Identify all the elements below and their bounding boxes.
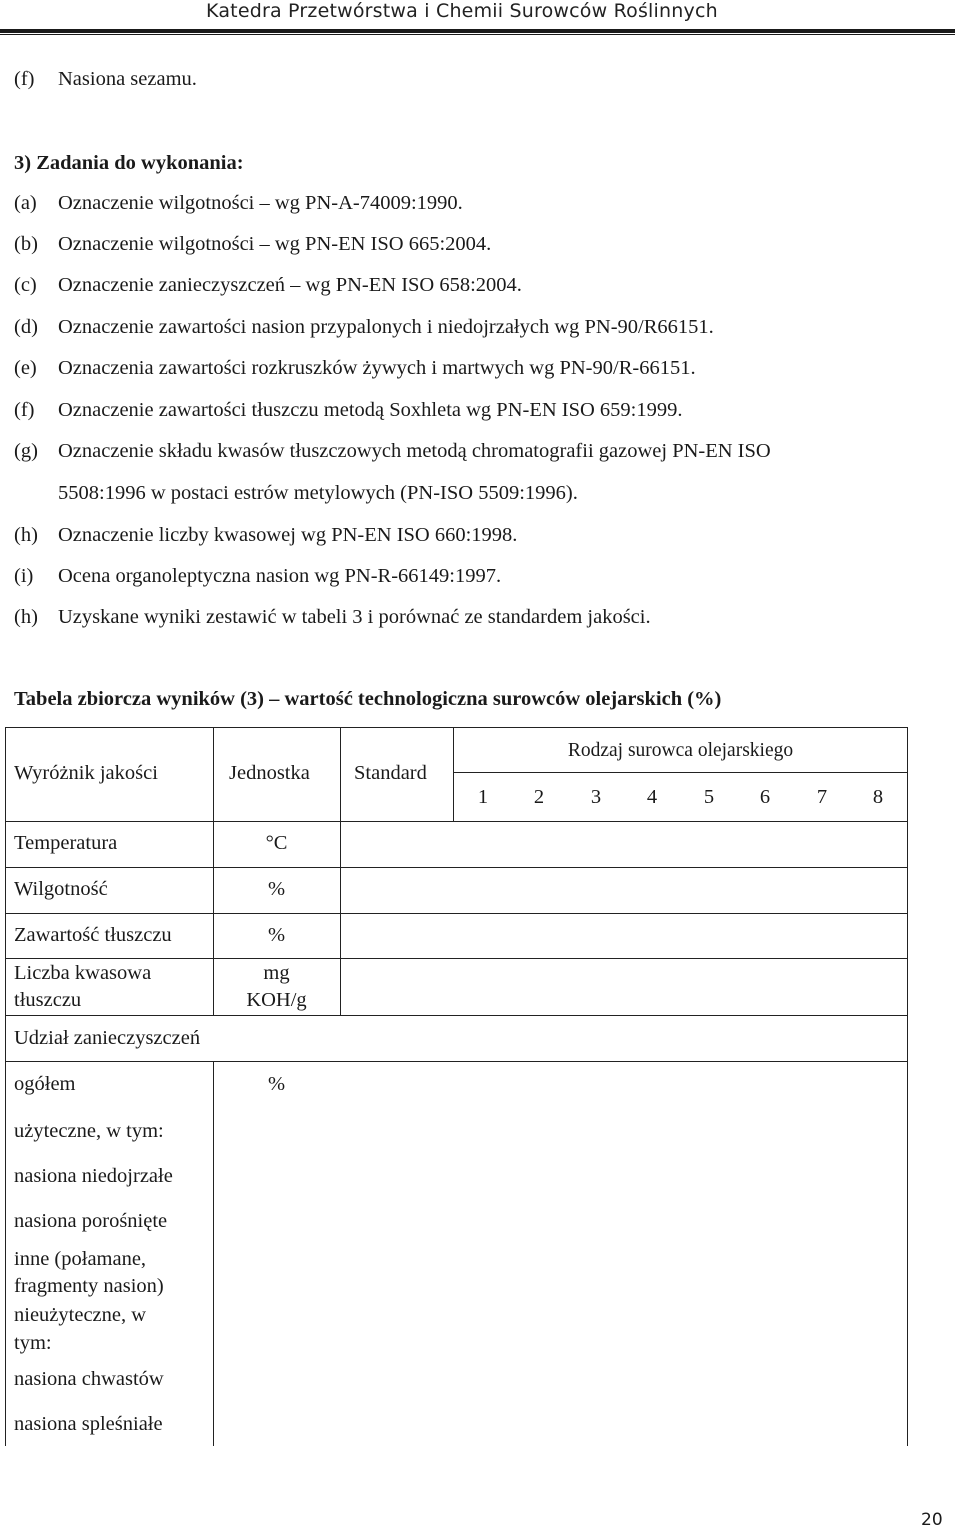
table-rule xyxy=(5,1015,908,1016)
header-number: 8 xyxy=(872,786,884,808)
row-name-cont: tłuszczu xyxy=(14,989,82,1011)
page-number: 20 xyxy=(921,1510,943,1530)
header-number: 6 xyxy=(759,786,771,808)
table-rule xyxy=(453,772,908,773)
row-name: nasiona spleśniałe xyxy=(14,1413,163,1435)
page-header-title: Katedra Przetwórstwa i Chemii Surowców Roślinnych xyxy=(206,0,718,22)
task-item xyxy=(14,192,463,215)
task-item xyxy=(14,274,522,297)
table-rule xyxy=(213,1061,214,1446)
task-item xyxy=(14,524,517,547)
row-name-cont: fragmenty nasion) xyxy=(14,1275,164,1297)
table-rule xyxy=(5,1061,908,1062)
row-name: Temperatura xyxy=(14,832,118,854)
task-text: Oznaczenie zawartości tłuszczu metodą Soxhleta wg PN-EN ISO 659:1999. xyxy=(58,399,683,421)
task-text: Oznaczenie wilgotności – wg PN-A-74009:1990. xyxy=(58,192,463,214)
header-group-raw-material: Rodzaj surowca olejarskiego xyxy=(567,740,794,761)
task-text: Oznaczenia zawartości rozkruszków żywych i martwych wg PN-90/R-66151. xyxy=(58,357,696,379)
header-number: 2 xyxy=(533,786,545,808)
item-label: (f) xyxy=(14,68,35,90)
row-name-cont: tym: xyxy=(14,1332,52,1354)
task-item xyxy=(14,399,683,422)
row-name: nasiona chwastów xyxy=(14,1368,164,1390)
header-col-unit: Jednostka xyxy=(229,762,310,784)
header-col-quality: Wyróżnik jakości xyxy=(14,762,158,784)
table-rule xyxy=(5,958,908,959)
row-name: Udział zanieczyszczeń xyxy=(14,1027,201,1049)
row-name: Wilgotność xyxy=(14,878,108,900)
header-number: 3 xyxy=(590,786,602,808)
table-rule xyxy=(5,867,908,868)
list-item xyxy=(14,68,197,91)
header-number: 1 xyxy=(477,786,489,808)
task-item xyxy=(14,606,651,629)
task-item xyxy=(14,357,696,380)
row-name: nasiona porośnięte xyxy=(14,1210,168,1232)
table-rule xyxy=(5,913,908,914)
table-rule xyxy=(5,727,908,728)
row-unit: % xyxy=(267,1073,286,1095)
task-item xyxy=(14,316,714,339)
row-name: użyteczne, w tym: xyxy=(14,1120,164,1142)
table-rule xyxy=(907,727,908,1446)
row-unit: % xyxy=(267,878,286,900)
task-text: Uzyskane wyniki zestawić w tabeli 3 i porównać ze standardem jakości. xyxy=(58,606,651,628)
task-text: Oznaczenie zawartości nasion przypalonych i niedojrzałych wg PN-90/R66151. xyxy=(58,316,714,338)
task-label: (a) xyxy=(14,192,37,214)
row-name: Liczba kwasowa xyxy=(14,962,152,984)
task-item xyxy=(14,233,491,256)
header-number: 7 xyxy=(816,786,828,808)
table-rule xyxy=(340,727,341,1015)
row-unit-cont: KOH/g xyxy=(246,989,307,1011)
header-col-standard: Standard xyxy=(354,762,427,784)
task-label: (c) xyxy=(14,274,37,296)
task-label: (d) xyxy=(14,316,38,338)
row-name: nasiona niedojrzałe xyxy=(14,1165,173,1187)
header-rule xyxy=(0,29,955,33)
task-label: (i) xyxy=(14,565,34,587)
task-text: Oznaczenie liczby kwasowej wg PN-EN ISO 660:1998. xyxy=(58,524,518,546)
task-item xyxy=(14,565,501,588)
task-text: Oznaczenie wilgotności – wg PN-EN ISO 665:2004. xyxy=(58,233,492,255)
task-text: Ocena organoleptyczna nasion wg PN-R-66149:1997. xyxy=(58,565,502,587)
task-label: (f) xyxy=(14,399,35,421)
task-label: (e) xyxy=(14,357,37,379)
section-heading: 3) Zadania do wykonania: xyxy=(14,152,244,174)
task-label: (h) xyxy=(14,524,38,546)
row-name: nieużyteczne, w xyxy=(14,1304,147,1326)
table-title: Tabela zbiorcza wyników (3) – wartość technologiczna surowców olejarskich (%) xyxy=(14,688,722,710)
row-unit: °C xyxy=(265,832,288,854)
row-name: Zawartość tłuszczu xyxy=(14,924,172,946)
task-text: Oznaczenie zanieczyszczeń – wg PN-EN ISO 658:2004. xyxy=(58,274,522,296)
table-rule xyxy=(5,727,6,1446)
task-item-continuation: 5508:1996 w postaci estrów metylowych (PN-ISO 5509:1996). xyxy=(58,482,578,504)
row-unit: mg xyxy=(263,962,290,984)
task-label: (b) xyxy=(14,233,38,255)
table-rule xyxy=(5,821,908,822)
row-name: inne (połamane, xyxy=(14,1248,147,1270)
row-name: ogółem xyxy=(14,1073,76,1095)
task-item xyxy=(14,440,771,463)
task-label: (h) xyxy=(14,606,38,628)
task-label: (g) xyxy=(14,440,38,462)
row-unit: % xyxy=(267,924,286,946)
item-text: Nasiona sezamu. xyxy=(58,68,197,90)
task-text: Oznaczenie składu kwasów tłuszczowych metodą chromatografii gazowej PN-EN ISO xyxy=(58,440,771,462)
header-number: 5 xyxy=(703,786,715,808)
header-number: 4 xyxy=(646,786,658,808)
